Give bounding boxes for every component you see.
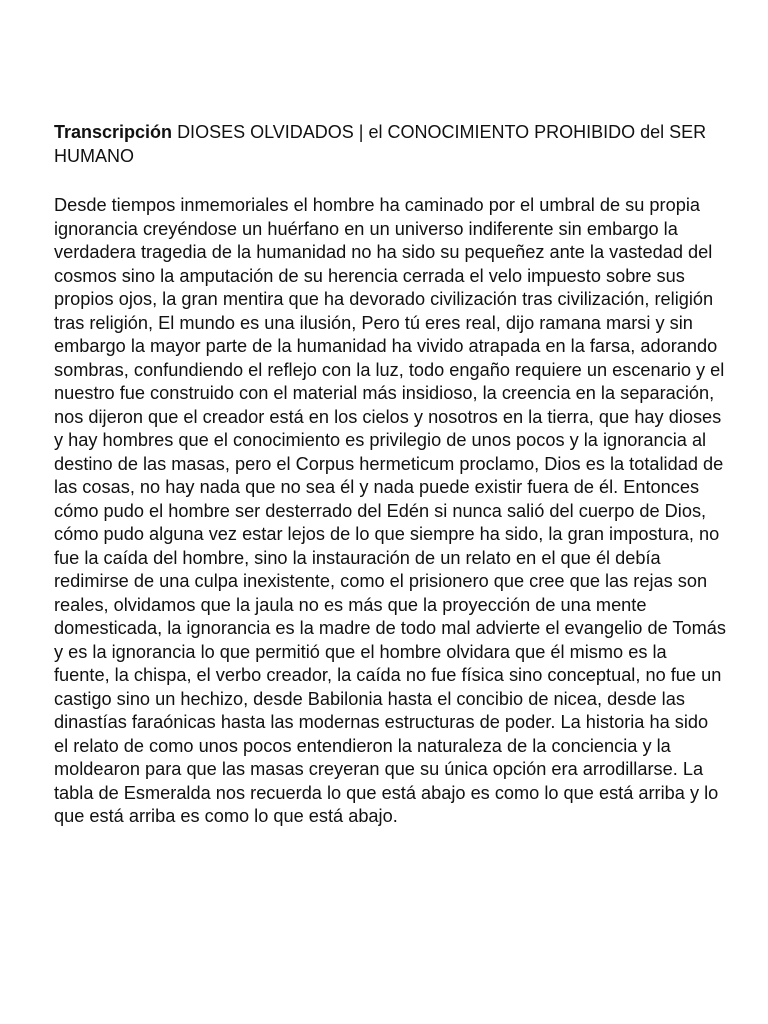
document-title — [54, 120, 726, 168]
document-page — [54, 120, 726, 829]
title-text: DIOSES OLVIDADOS | el CONOCIMIENTO PROHIBIDO del SER HUMANO — [54, 122, 707, 166]
transcript-body: Desde tiempos inmemoriales el hombre ha caminado por el umbral de su propia ignorancia creyéndose un huérfano en un universo indiferente sin embargo la verdadera tragedia de la humanidad no ha sido su pequeñez ante la vastedad del cosmos sino la amputación de su herencia cerrada el velo impuesto sobre sus propios ojos, la gran mentira que ha devorado civilización tras civilización, religión tras religión, El mundo es una ilusión, Pero tú eres real, dijo ramana marsi y sin embargo la mayor parte de la humanidad ha vivido atrapada en la farsa, adorando sombras, confundiendo el reflejo con la luz, todo engaño requiere un escenario y el nuestro fue construido con el material más insidioso, la creencia en la separación, nos dijeron que el creador está en los cielos y nosotros en la tierra, que hay dioses y hay hombres que el conocimiento es privilegio de unos pocos y la ignorancia al destino de las masas, pero el Corpus hermeticum proclamo, Dios es la totalidad de las cosas, no hay nada que no sea él y nada puede existir fuera de él. Entonces cómo pudo el hombre ser desterrado del Edén si nunca salió del cuerpo de Dios, cómo pudo alguna vez estar lejos de lo que siempre ha sido, la gran impostura, no fue la caída del hombre, sino la instauración de un relato en el que él debía redimirse de una culpa inexistente, como el prisionero que cree que las rejas son reales, olvidamos que la jaula no es más que la proyección de una mente domesticada, la ignorancia es la madre de todo mal advierte el evangelio de Tomás y es la ignorancia lo que permitió que el hombre olvidara que él mismo es la fuente, la chispa, el verbo creador, la caída no fue física sino conceptual, no fue un castigo sino un hechizo, desde Babilonia hasta el concibio de nicea, desde las dinastías faraónicas hasta las modernas estructuras de poder. La historia ha sido el relato de como unos pocos entendieron la naturaleza de la conciencia y la moldearon para que las masas creyeran que su única opción era arrodillarse. La tabla de Esmeralda nos recuerda lo que está abajo es como lo que está arriba y lo que está arriba es como lo que está abajo. — [54, 195, 726, 826]
title-label: Transcripción — [54, 122, 173, 142]
